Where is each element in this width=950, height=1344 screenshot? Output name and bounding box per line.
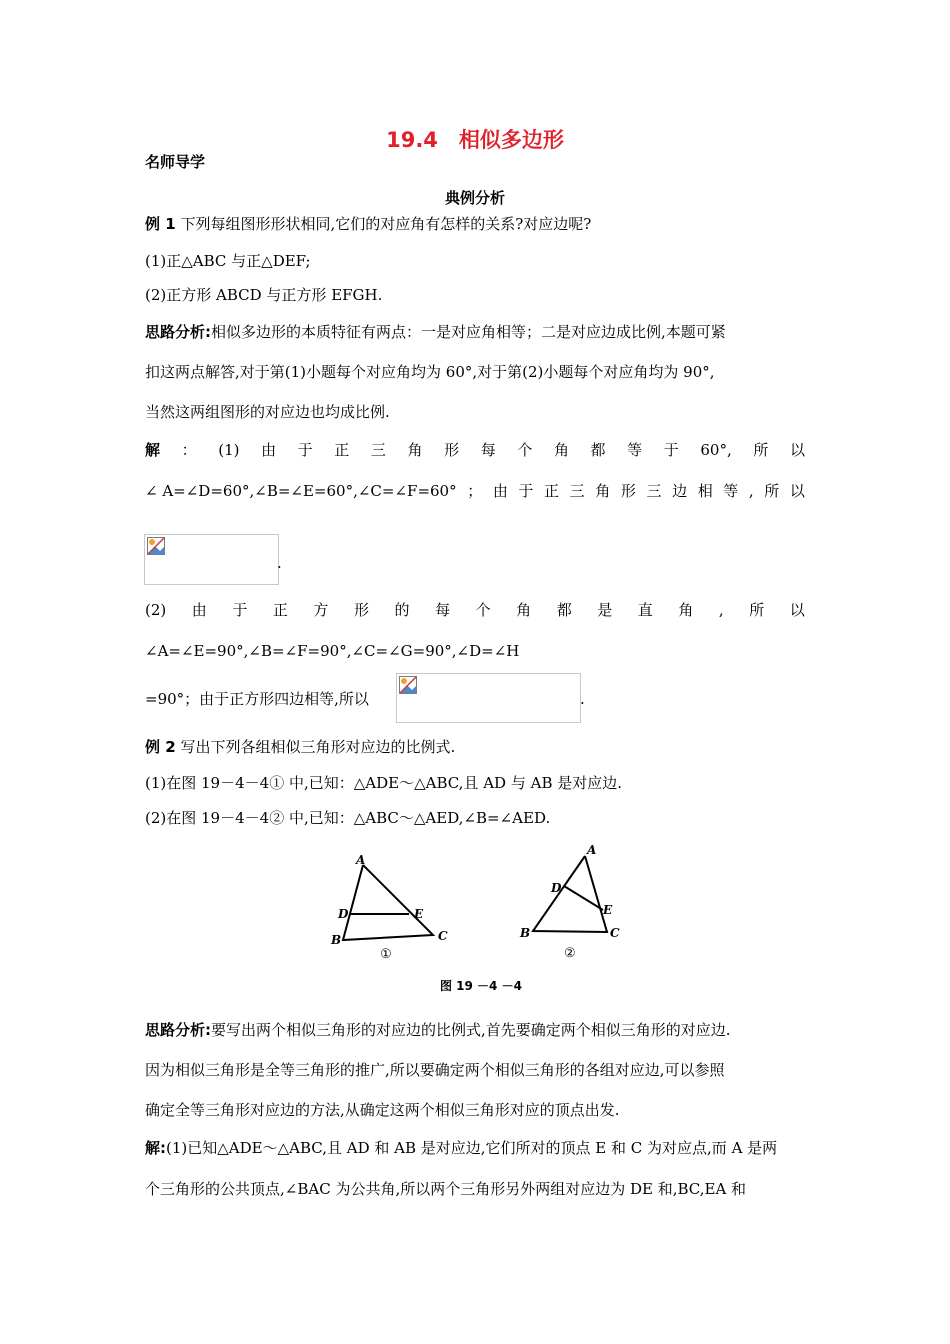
token: 是	[597, 601, 613, 619]
example-2-label: 例 2	[145, 738, 176, 756]
token: 于	[297, 441, 313, 459]
token: 于	[663, 441, 679, 459]
example-2-analysis-line-3: 确定全等三角形对应边的方法,从确定这两个相似三角形对应的顶点出发.	[145, 1101, 620, 1119]
token: (1)	[218, 441, 240, 459]
example-2-question-text: 写出下列各组相似三角形对应边的比例式.	[175, 738, 456, 756]
solution-text: (1)已知△ADE～△ABC,且 AD 和 AB 是对应边,它们所对的顶点 E 和 C 为对应点,而 A 是两	[166, 1139, 778, 1157]
token: 个	[475, 601, 491, 619]
token: 所	[749, 601, 765, 619]
solution-label: 解:	[145, 1139, 166, 1157]
example-2-analysis-line-2: 因为相似三角形是全等三角形的推广,所以要确定两个相似三角形的各组对应边,可以参照	[145, 1061, 725, 1079]
token: 以	[789, 601, 805, 619]
subsection-heading: 典例分析	[444, 189, 505, 207]
token: 角	[407, 441, 423, 459]
analysis-text: 要写出两个相似三角形的对应边的比例式,首先要确定两个相似三角形的对应边.	[211, 1021, 731, 1039]
token: 三	[370, 441, 386, 459]
token: 三	[569, 482, 585, 500]
example-1-question	[145, 214, 591, 234]
token: 由	[191, 601, 207, 619]
token: 形	[444, 441, 460, 459]
page-title: 19.4 相似多边形	[386, 128, 564, 152]
token: 等	[627, 441, 643, 459]
broken-image-placeholder	[144, 534, 279, 585]
token: 三	[646, 482, 662, 500]
figure-19-4-4	[320, 838, 640, 968]
token: 角	[595, 482, 611, 500]
token: 所	[753, 441, 769, 459]
period: .	[580, 690, 585, 708]
token: 边	[672, 482, 688, 500]
example-1-solution-2-line-3: =90°；由于正方形四边相等,所以	[145, 690, 369, 708]
example-1-solution-line-1	[145, 440, 805, 460]
token: 都	[556, 601, 572, 619]
token: 所	[764, 482, 780, 500]
example-1-q2: (2)正方形 ABCD 与正方形 EFGH.	[145, 286, 383, 304]
token: 形	[620, 482, 636, 500]
fig1-label-B: B	[331, 933, 342, 947]
token: 角	[516, 601, 532, 619]
example-2-question	[145, 737, 455, 757]
analysis-label: 思路分析:	[145, 1021, 211, 1039]
figure-2-triangle	[533, 856, 607, 932]
fig2-label-C: C	[610, 926, 620, 940]
fig2-label-D: D	[551, 881, 562, 895]
token: ,	[748, 482, 754, 500]
token: ∠ A=∠D=60°,∠B=∠E=60°,∠C=∠F=60°	[145, 482, 457, 500]
broken-image-placeholder	[396, 673, 581, 723]
token: (2)	[145, 601, 167, 619]
example-2-analysis-line-1	[145, 1020, 731, 1040]
example-1-q1: (1)正△ABC 与正△DEF;	[145, 252, 311, 270]
token: 等	[723, 482, 739, 500]
analysis-label: 思路分析:	[145, 323, 211, 341]
analysis-text: 相似多边形的本质特征有两点：一是对应角相等；二是对应边成比例,本题可紧	[211, 323, 726, 341]
token: 形	[353, 601, 369, 619]
broken-image-icon	[399, 676, 417, 694]
period: .	[277, 554, 282, 572]
token: ,	[718, 601, 724, 619]
token: 以	[789, 482, 805, 500]
fig1-label-C: C	[438, 929, 448, 943]
token: 正	[334, 441, 350, 459]
example-2-solution-line-1	[145, 1138, 777, 1158]
token: 解	[145, 441, 161, 459]
token: 于	[518, 482, 534, 500]
example-1-analysis-line-2: 扣这两点解答,对于第(1)小题每个对应角均为 60°,对于第(2)小题每个对应角均为 90°,	[145, 363, 715, 381]
fig2-label-A: A	[587, 843, 597, 857]
example-1-analysis-line-3: 当然这两组图形的对应边也均成比例.	[145, 403, 390, 421]
example-1-solution-2-line-1	[145, 600, 805, 620]
token: ：	[181, 441, 197, 459]
example-1-solution-2-line-2: ∠A=∠E=90°,∠B=∠F=90°,∠C=∠G=90°,∠D=∠H	[145, 642, 520, 660]
section-heading: 名师导学	[145, 153, 206, 171]
token: ；	[467, 482, 483, 500]
token: 正	[544, 482, 560, 500]
example-2-solution-line-2: 个三角形的公共顶点,∠BAC 为公共角,所以两个三角形另外两组对应边为 DE 和,BC,EA 和	[145, 1180, 747, 1198]
token: 个	[517, 441, 533, 459]
fig2-label-E: E	[603, 903, 613, 917]
token: 60°,	[700, 441, 732, 459]
token: 由	[492, 482, 508, 500]
example-1-label: 例 1	[145, 215, 176, 233]
example-1-solution-line-2	[145, 481, 805, 501]
example-2-q1: (1)在图 19－4－4① 中,已知：△ADE～△ABC,且 AD 与 AB 是对应边.	[145, 774, 623, 792]
figure-1-triangle	[343, 865, 433, 940]
broken-image-icon	[147, 537, 165, 555]
token: 由	[261, 441, 277, 459]
figure-caption: 图 19 －4 －4	[440, 979, 522, 993]
fig1-label-D: D	[338, 907, 349, 921]
example-1-question-text: 下列每组图形形状相同,它们的对应角有怎样的关系?对应边呢?	[175, 215, 592, 233]
fig2-label-B: B	[520, 926, 531, 940]
token: 都	[590, 441, 606, 459]
token: 的	[394, 601, 410, 619]
token: 于	[232, 601, 248, 619]
fig1-label-E: E	[414, 907, 424, 921]
token: 正	[272, 601, 288, 619]
token: 每	[480, 441, 496, 459]
example-1-analysis-line-1	[145, 322, 726, 342]
token: 角	[678, 601, 694, 619]
fig1-number: ①	[380, 947, 392, 962]
token: 每	[435, 601, 451, 619]
token: 相	[697, 482, 713, 500]
fig1-label-A: A	[356, 853, 366, 867]
token: 直	[637, 601, 653, 619]
token: 方	[313, 601, 329, 619]
token: 角	[553, 441, 569, 459]
example-2-q2: (2)在图 19－4－4② 中,已知：△ABC～△AED,∠B=∠AED.	[145, 809, 551, 827]
fig2-number: ②	[564, 946, 576, 961]
token: 以	[789, 441, 805, 459]
